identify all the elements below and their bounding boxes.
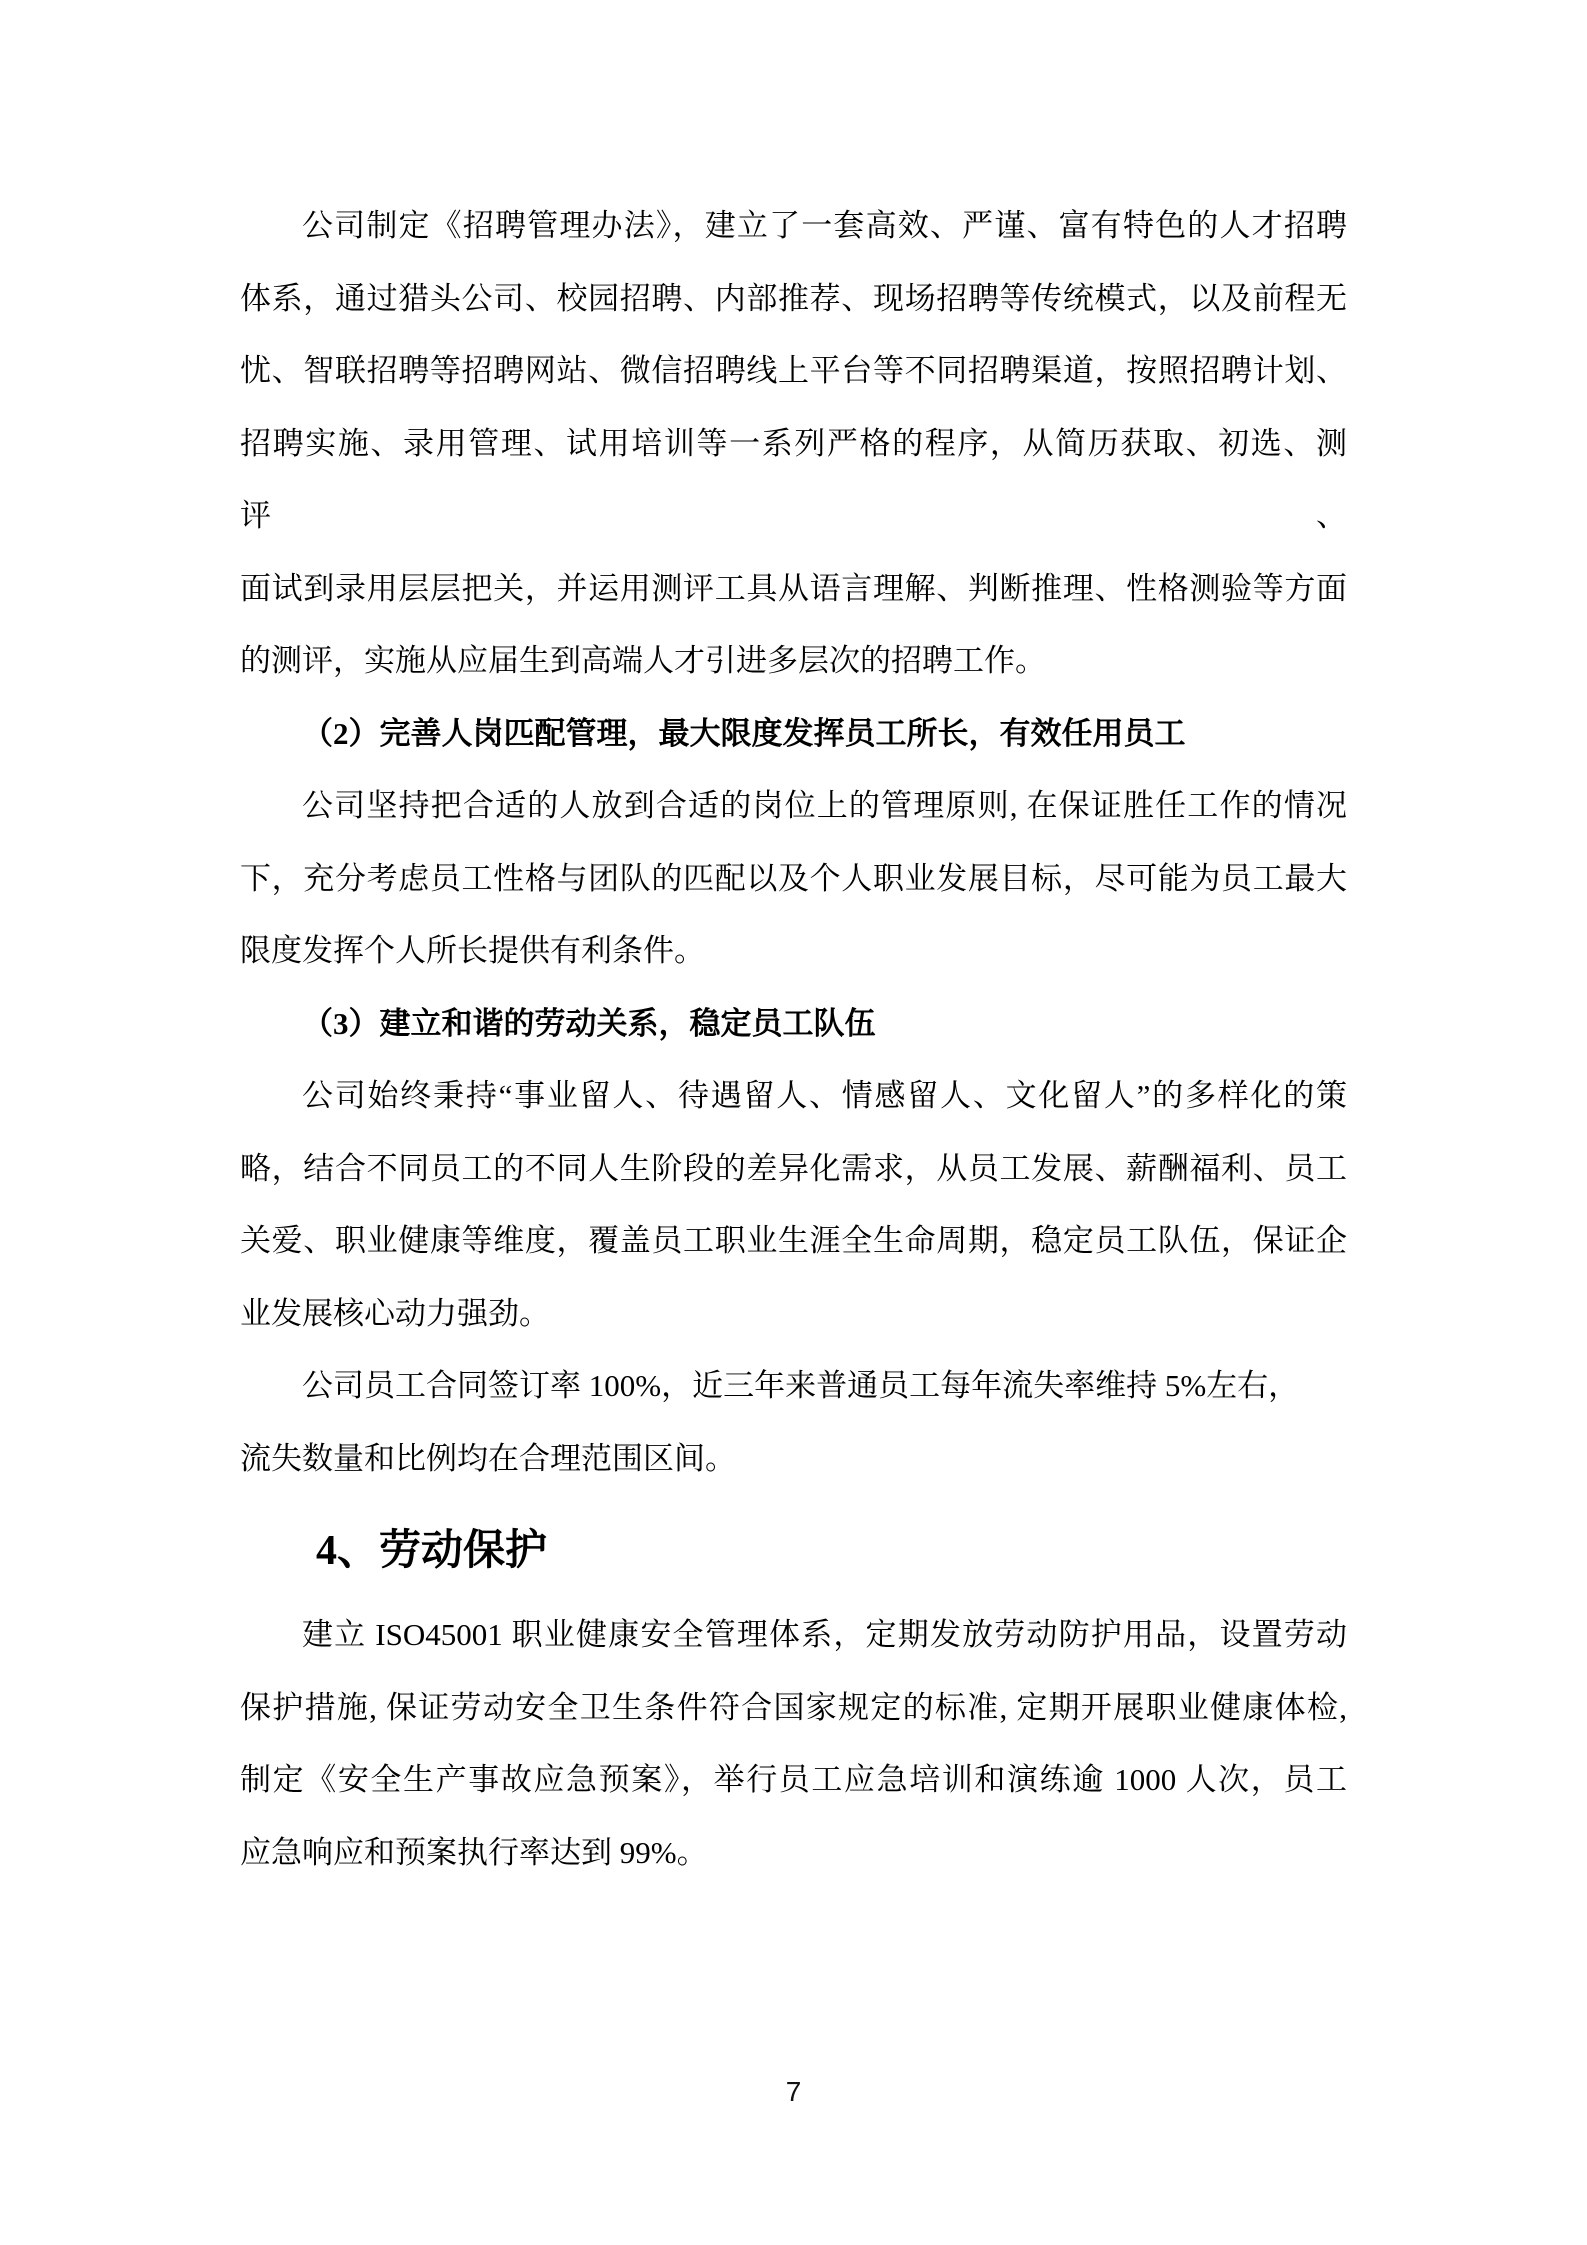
text-line: 下，充分考虑员工性格与团队的匹配以及个人职业发展目标，尽可能为员工最大 xyxy=(240,860,1347,896)
para-labor-relations xyxy=(240,1060,1347,1350)
text-line: 公司始终秉持“事业留人、待遇留人、情感留人、文化留人”的多样化的策 xyxy=(302,1078,1347,1113)
heading-4-labor-protection: 4、劳动保护 xyxy=(316,1528,548,1574)
text-line: 招聘实施、录用管理、试用培训等一系列严格的程序，从简历获取、初选、测评、 xyxy=(240,425,1347,533)
text-line: 的测评，实施从应届生到高端人才引进多层次的招聘工作。 xyxy=(240,643,1046,678)
text-line: 体系，通过猎头公司、校园招聘、内部推荐、现场招聘等传统模式，以及前程无 xyxy=(240,280,1347,316)
text-line: 公司员工合同签订率 100%，近三年来普通员工每年流失率维持 5%左右， xyxy=(302,1368,1300,1403)
text-line: 公司制定《招聘管理办法》，建立了一套高效、严谨、富有特色的人才招聘 xyxy=(302,208,1347,243)
text-line: 忧、智联招聘等招聘网站、微信招聘线上平台等不同招聘渠道，按照招聘计划、 xyxy=(240,353,1347,388)
para-contract-signing-rate xyxy=(240,1350,1347,1495)
text-line: 制定《安全生产事故应急预案》，举行员工应急培训和演练逾 1000 人次，员工 xyxy=(240,1762,1347,1797)
page-footer xyxy=(0,2076,1587,2108)
para-job-matching xyxy=(240,770,1347,988)
para-recruitment-system xyxy=(240,190,1347,698)
text-line: 流失数量和比例均在合理范围区间。 xyxy=(240,1440,736,1476)
text-line: 面试到录用层层把关，并运用测评工具从语言理解、判断推理、性格测验等方面 xyxy=(240,570,1347,606)
text-line: 建立 ISO45001 职业健康安全管理体系，定期发放劳动防护用品，设置劳动 xyxy=(302,1617,1347,1652)
text-line: 应急响应和预案执行率达到 99%。 xyxy=(240,1834,708,1870)
text-line: 业发展核心动力强劲。 xyxy=(240,1295,550,1331)
page-number: 7 xyxy=(785,2076,802,2107)
subheading-2-job-matching: （2）完善人岗匹配管理，最大限度发挥员工所长，有效任用员工 xyxy=(302,715,1186,751)
text-line: 略，结合不同员工的不同人生阶段的差异化需求，从员工发展、薪酬福利、员工 xyxy=(240,1150,1347,1186)
para-labor-protection xyxy=(240,1599,1347,1889)
text-line: 保护措施, 保证劳动安全卫生条件符合国家规定的标准, 定期开展职业健康体检, xyxy=(240,1689,1347,1725)
text-line: 公司坚持把合适的人放到合适的岗位上的管理原则, 在保证胜任工作的情况 xyxy=(302,788,1347,823)
text-line: 限度发挥个人所长提供有利条件。 xyxy=(240,933,705,968)
text-line: 关爱、职业健康等维度，覆盖员工职业生涯全生命周期，稳定员工队伍，保证企 xyxy=(240,1223,1347,1258)
subheading-3-labor-relations: （3）建立和谐的劳动关系，稳定员工队伍 xyxy=(302,1005,876,1041)
document-content xyxy=(240,190,1347,1889)
